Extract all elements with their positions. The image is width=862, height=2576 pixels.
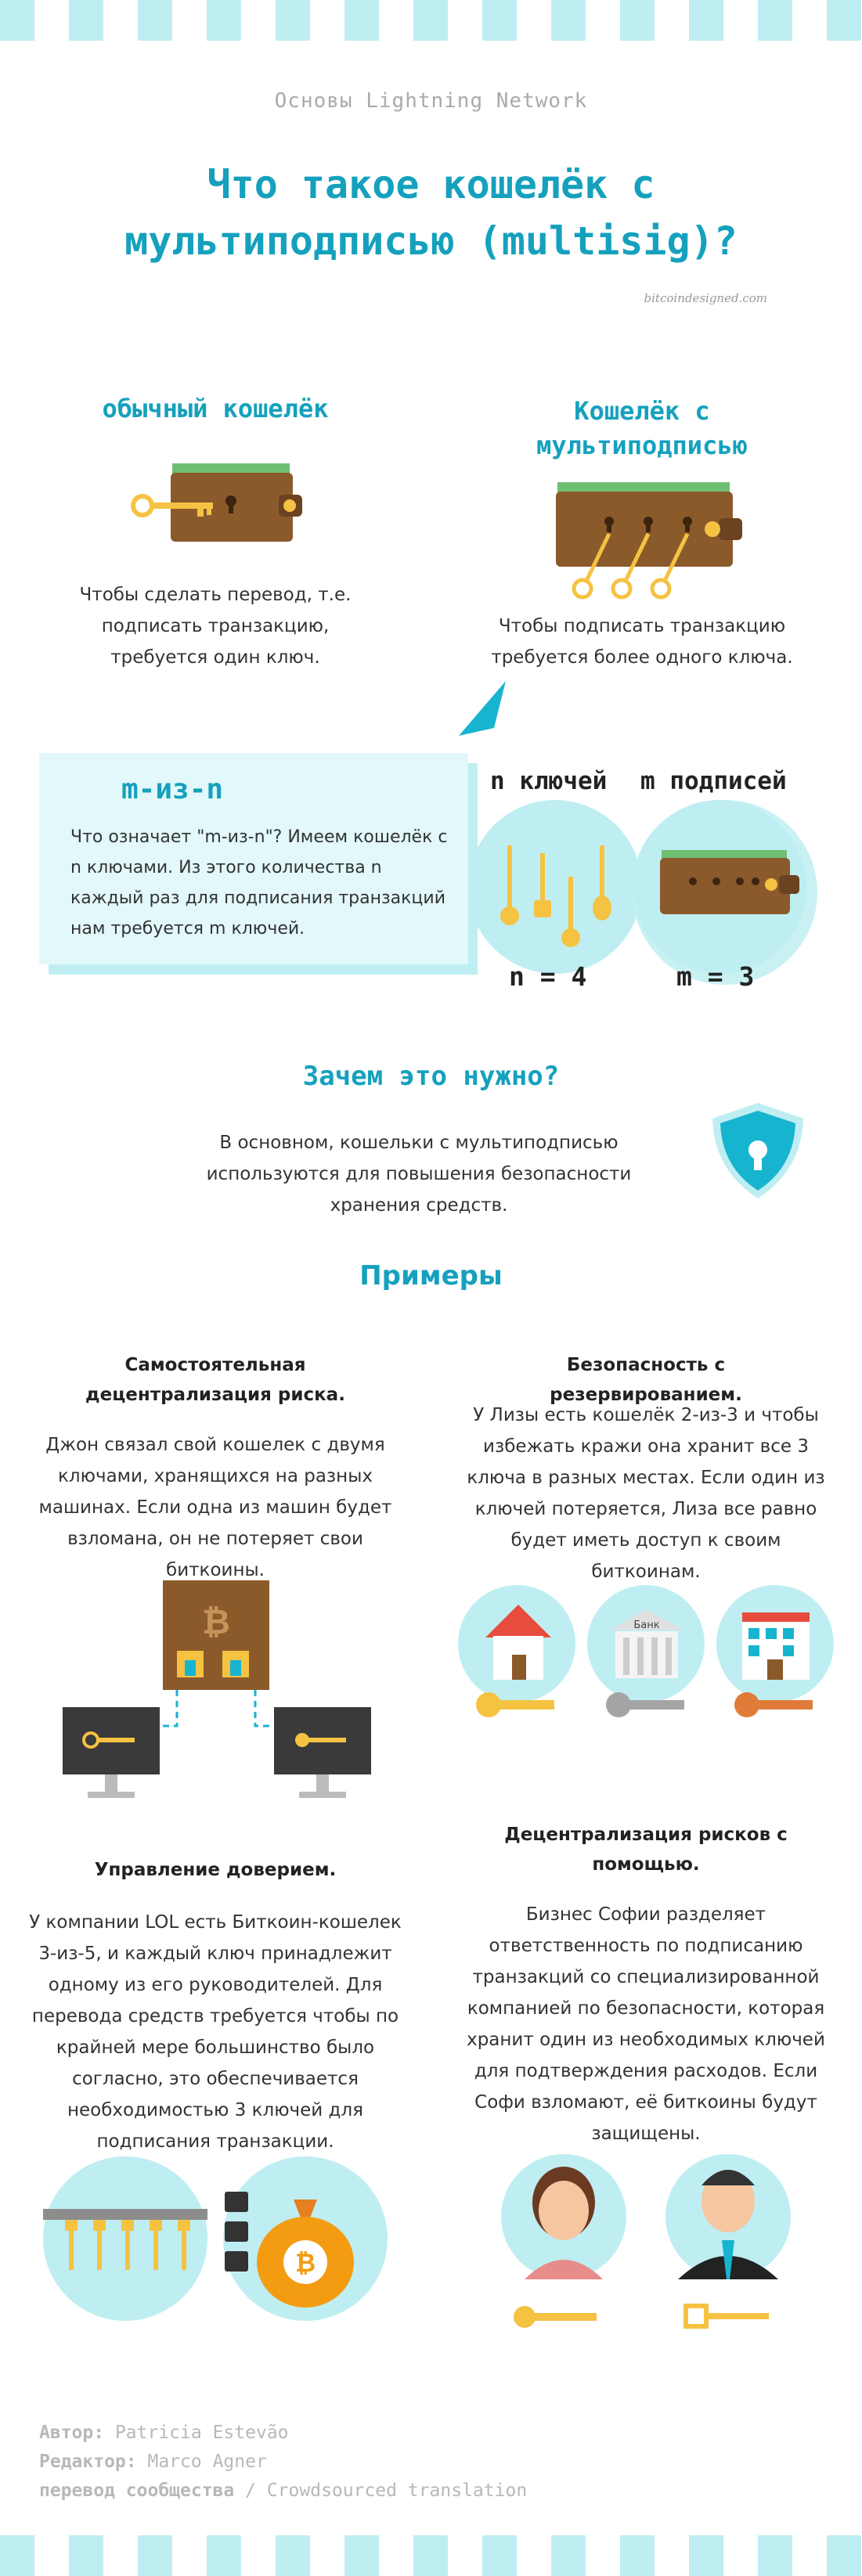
example4-title: Децентрализация рисков с помощью. bbox=[504, 1825, 788, 1875]
example1-desc: Джон связал свой кошелек с двумя ключами, хранящихся на разных машинах. Если одна из машин будет взломана, он не потеряет свои биткоины. bbox=[38, 1435, 392, 1580]
m-of-n-box bbox=[39, 753, 468, 964]
n-value: n = 4 bbox=[509, 961, 587, 992]
site-label: bitcoindesigned.com bbox=[644, 291, 767, 305]
multisig-wallet-desc: Чтобы подписать транзакцию требуется более одного ключа. bbox=[491, 616, 793, 668]
m-of-n-desc: Что означает "m-из-n"? Имеем кошелёк с n ключами. Из этого количества n каждый раз для подписания транзакций нам требуется m ключей. bbox=[70, 827, 448, 939]
bitcoin-safe-icon bbox=[163, 1580, 269, 1690]
money-bag-icon bbox=[257, 2200, 354, 2308]
four-keys-icon bbox=[493, 838, 619, 955]
person-icon bbox=[525, 2167, 603, 2279]
key-icon bbox=[500, 845, 611, 947]
credits-editor bbox=[39, 2452, 267, 2472]
regular-wallet-title: обычный кошелёк bbox=[102, 394, 329, 423]
key-icon bbox=[65, 2220, 190, 2270]
credits-author bbox=[39, 2423, 289, 2443]
examples-title: Примеры bbox=[359, 1260, 503, 1292]
computer-icon bbox=[274, 1707, 371, 1798]
editor-name: Marco Agner bbox=[147, 2452, 267, 2472]
house-icon bbox=[485, 1605, 551, 1680]
key-icon bbox=[514, 2306, 769, 2328]
building-icon bbox=[742, 1612, 810, 1680]
m-value: m = 3 bbox=[676, 961, 755, 992]
bank-label: Банк bbox=[633, 1619, 660, 1631]
pointer-triangle bbox=[459, 681, 506, 736]
example3-title: Управление доверием. bbox=[94, 1860, 337, 1880]
why-desc: В основном, кошельки с мультиподписью используются для повышения безопасности хранения средств. bbox=[206, 1133, 632, 1216]
svg-text:₿: ₿ bbox=[202, 1602, 230, 1642]
keys-label: n ключей bbox=[490, 767, 608, 795]
top-stripe bbox=[0, 0, 862, 41]
author-name: Patricia Estevão bbox=[114, 2423, 289, 2443]
example3-desc: У компании LOL есть Биткоин-кошелек 3-из-5, и каждый ключ принадлежит одному из его руководителей. Для перевода средств требуется чтобы по крайней мере большинство было согласно, это обеспечивается необходимостью 3 ключей для подписания транзакции. bbox=[29, 1912, 402, 2152]
multisig-wallet-title: Кошелёк с мультиподписью bbox=[536, 396, 748, 460]
page-title-line2: мультиподписью (multisig)? bbox=[124, 218, 738, 264]
guard-icon bbox=[678, 2170, 778, 2279]
header-subtitle: Основы Lightning Network bbox=[274, 89, 588, 113]
shield-icon bbox=[709, 1100, 806, 1202]
svg-text:₿: ₿ bbox=[294, 2248, 316, 2278]
computer-icon bbox=[63, 1707, 160, 1798]
translation-name: Crowdsourced translation bbox=[266, 2481, 528, 2501]
why-title: Зачем это нужно? bbox=[302, 1061, 560, 1092]
example4-illustration bbox=[501, 2154, 814, 2342]
example2-desc: У Лизы есть кошелёк 2-из-3 и чтобы избежать кражи она хранит все 3 ключа в разных местах. Если один из ключей потеряется, Лиза все равно будет иметь доступ к своим биткоинам. bbox=[467, 1405, 825, 1582]
bank-icon bbox=[611, 1609, 683, 1678]
example1-illustration bbox=[55, 1577, 384, 1812]
sigs-wallet-icon bbox=[654, 847, 802, 925]
credits-translation bbox=[39, 2481, 527, 2501]
regular-wallet-icon bbox=[125, 454, 313, 548]
regular-wallet-desc: Чтобы сделать перевод, т.е. подписать транзакцию, требуется один ключ. bbox=[79, 585, 352, 668]
editor-label: Редактор: bbox=[39, 2452, 137, 2472]
page-title-line1: Что такое кошелёк с bbox=[207, 162, 655, 207]
page-title bbox=[0, 157, 862, 269]
example4-desc: Бизнес Софии разделяет ответственность по подписанию транзакций со специализированной компанией по безопасности, которая хранит один из необходимых ключей для подтверждения расходов. Если Софи взломают, её биткоины будут защищены. bbox=[467, 1904, 825, 2144]
example2-illustration bbox=[470, 1597, 830, 1730]
author-label: Автор: bbox=[39, 2423, 105, 2443]
example1-title: Самостоятельная децентрализация риска. bbox=[85, 1355, 345, 1405]
m-of-n-title: m-из-n bbox=[121, 773, 224, 805]
example2-title: Безопасность с резервированием. bbox=[550, 1355, 742, 1405]
example3-illustration bbox=[43, 2176, 388, 2309]
bottom-stripe bbox=[0, 2535, 862, 2576]
signatures-label: m подписей bbox=[640, 767, 787, 795]
key-icon bbox=[476, 1692, 813, 1717]
lock-icon bbox=[225, 2192, 248, 2272]
credits-separator: / bbox=[245, 2481, 256, 2501]
multisig-wallet-icon bbox=[548, 477, 752, 611]
translation-label: перевод сообщества bbox=[39, 2481, 235, 2501]
